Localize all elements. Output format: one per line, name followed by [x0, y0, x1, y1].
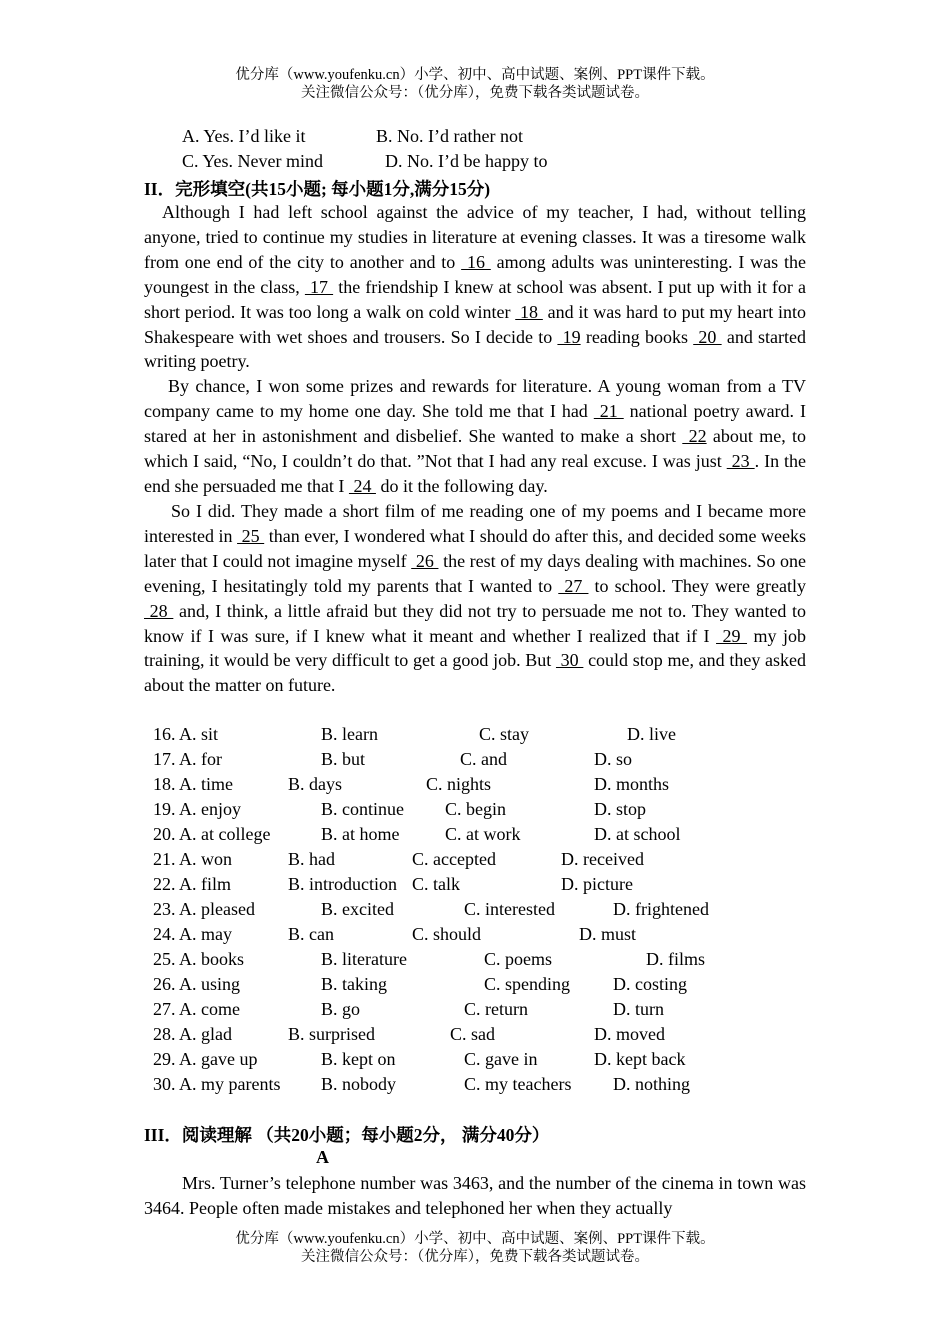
- option-d: D. kept back: [594, 1049, 686, 1069]
- option-c: C. Yes. Never mind: [182, 151, 324, 171]
- footer-line-1: 优分库（www.youfenku.cn）小学、初中、高中试题、案例、PPT课件下载。: [235, 1231, 715, 1247]
- option-a: 30. A. my parents: [153, 1074, 281, 1094]
- option-d: D. received: [561, 849, 644, 869]
- paragraph-text: national poetry award. I stared at her in astonishment and disbelief. She wanted to make a short: [144, 400, 807, 446]
- paragraph-text: and started writing poetry.: [144, 326, 806, 372]
- option-b: B. days: [288, 774, 342, 794]
- option-a: 18. A. time: [153, 774, 233, 794]
- option-d: D. at school: [594, 824, 681, 844]
- blank-28: 28: [144, 600, 174, 621]
- paragraph-text: reading books: [580, 326, 694, 347]
- option-b: B. No. I’d rather not: [376, 126, 523, 146]
- option-d: D. live: [627, 724, 676, 744]
- option-d: D. so: [594, 749, 633, 769]
- option-b: B. excited: [321, 899, 394, 919]
- option-b: B. surprised: [288, 1024, 375, 1044]
- blank-27: 27: [558, 575, 589, 596]
- option-d: D. No. I’d be happy to: [385, 151, 548, 171]
- blank-19: 19: [557, 326, 581, 347]
- blank-26: 26: [411, 550, 439, 571]
- option-d: D. moved: [594, 1024, 665, 1044]
- blank-29: 29: [716, 625, 748, 646]
- option-a: 29. A. gave up: [153, 1049, 258, 1069]
- paragraph-text: By chance, I won some prizes and rewards for literature. A young woman from a TV company came to my home one day. She told me that I had: [144, 376, 806, 421]
- option-a: 21. A. won: [153, 849, 233, 869]
- option-a: 17. A. for: [153, 749, 222, 769]
- option-b: B. can: [288, 924, 334, 944]
- option-b: B. taking: [321, 974, 387, 994]
- option-a: 22. A. film: [153, 874, 232, 894]
- option-b: B. continue: [321, 799, 404, 819]
- cloze-paragraph-2: [144, 374, 806, 499]
- option-d: D. must: [579, 924, 637, 944]
- paragraph-text: and it was hard to put my heart into Shakespeare with wet shoes and trousers. So I decide to: [144, 301, 806, 347]
- option-c: C. gave in: [464, 1049, 538, 1069]
- option-a: 26. A. using: [153, 974, 241, 994]
- option-c: C. talk: [412, 874, 460, 894]
- option-c: C. stay: [479, 724, 530, 744]
- option-b: B. at home: [321, 824, 400, 844]
- option-d: D. turn: [613, 999, 664, 1019]
- blank-21: 21: [593, 400, 624, 421]
- option-a: 27. A. come: [153, 999, 240, 1019]
- blank-24: 24: [348, 475, 376, 496]
- blank-23: 23: [726, 450, 755, 471]
- option-a: 20. A. at college: [153, 824, 271, 844]
- paragraph-text: than ever, I wondered what I should do after this, and decided some weeks later that I could not imagine myself: [144, 525, 806, 571]
- blank-25: 25: [237, 525, 265, 546]
- option-c: C. spending: [484, 974, 571, 994]
- paragraph-text: to school. They were greatly: [588, 575, 807, 596]
- reading-passage-a: Mrs. Turner’s telephone number was 3463, and the number of the cinema in town was 3464. People often made mistakes and telephoned her when they actually: [144, 1173, 806, 1218]
- option-b: B. literature: [321, 949, 407, 969]
- option-a: 16. A. sit: [153, 724, 219, 744]
- option-c: C. interested: [464, 899, 555, 919]
- blank-22: 22: [682, 425, 707, 446]
- option-d: D. picture: [561, 874, 633, 894]
- option-c: C. nights: [426, 774, 492, 794]
- option-b: B. but: [321, 749, 366, 769]
- header-line-2: 关注微信公众号：（优分库），免费下载各类试题试卷。: [301, 85, 649, 101]
- paragraph-text: Although I had left school against the advice of my teacher, I had, without telling anyone, tried to continue my studies in literature at evening classes. It was a tiresome walk from one end of the city to another and to: [144, 202, 806, 272]
- blank-18: 18: [515, 301, 543, 322]
- option-d: D. costing: [613, 974, 687, 994]
- option-a: A. Yes. I’d like it: [182, 126, 306, 146]
- option-b: B. go: [321, 999, 361, 1019]
- option-a: 19. A. enjoy: [153, 799, 241, 819]
- passage-label: A: [316, 1147, 329, 1167]
- blank-20: 20: [693, 326, 722, 347]
- option-c: C. should: [412, 924, 482, 944]
- paragraph-text: about me, to which I said, “No, I couldn’t do that. ”Not that I had any real excuse. I was just: [144, 425, 806, 471]
- option-c: C. return: [464, 999, 528, 1019]
- option-b: B. nobody: [321, 1074, 397, 1094]
- footer-line-2: 关注微信公众号：（优分库），免费下载各类试题试卷。: [301, 1249, 649, 1265]
- option-a: 24. A. may: [153, 924, 232, 944]
- paragraph-text: do it the following day.: [375, 475, 548, 496]
- option-c: C. sad: [450, 1024, 495, 1044]
- paragraph-text: the rest of my days dealing with machines. So one evening, I hesitatingly told my parents that I wanted to: [144, 550, 806, 596]
- option-b: B. had: [288, 849, 335, 869]
- section-3-title: III．阅读理解 （共20小题；每小题2分， 满分40分）: [144, 1125, 550, 1145]
- option-b: B. introduction: [288, 874, 397, 894]
- cloze-paragraph-3: [144, 499, 806, 698]
- header-line-1: 优分库（www.youfenku.cn）小学、初中、高中试题、案例、PPT课件下载。: [235, 67, 715, 83]
- paragraph-text: the friendship I knew at school was absent. I put up with it for a short period. It was too long a walk on cold winter: [144, 276, 806, 322]
- option-c: C. and: [460, 749, 507, 769]
- option-b: B. kept on: [321, 1049, 396, 1069]
- option-a: 25. A. books: [153, 949, 245, 969]
- option-d: D. nothing: [613, 1074, 691, 1094]
- option-c: C. poems: [484, 949, 553, 969]
- option-a: 23. A. pleased: [153, 899, 255, 919]
- paragraph-text: . In the end she persuaded me that I: [144, 450, 807, 496]
- option-c: C. accepted: [412, 849, 496, 869]
- paragraph-text: among adults was uninteresting. I was the youngest in the class,: [144, 251, 806, 297]
- option-d: D. frightened: [613, 899, 709, 919]
- paragraph-text: So I did. They made a short film of me reading one of my poems and I became more interested in: [144, 501, 806, 546]
- page-header: [0, 66, 950, 102]
- option-d: D. months: [594, 774, 670, 794]
- option-a: 28. A. glad: [153, 1024, 232, 1044]
- blank-17: 17: [304, 276, 334, 297]
- blank-16: 16: [461, 251, 491, 272]
- option-b: B. learn: [321, 724, 378, 744]
- option-c: C. at work: [445, 824, 521, 844]
- paragraph-text: could stop me, and they asked about the matter on future.: [144, 650, 807, 696]
- paragraph-text: and, I think, a little afraid but they did not try to persuade me not to. They wanted to know if I was sure, if I knew what it meant and whether I realized that if I: [144, 600, 807, 646]
- option-c: C. begin: [445, 799, 506, 819]
- page-footer: [0, 1230, 950, 1266]
- paragraph-text: my job training, it would be very difficult to get a good job. But: [144, 625, 807, 671]
- option-c: C. my teachers: [464, 1074, 572, 1094]
- option-d: D. stop: [594, 799, 647, 819]
- blank-30: 30: [555, 650, 584, 671]
- cloze-paragraph-1: [144, 200, 806, 374]
- option-d: D. films: [646, 949, 706, 969]
- section-2-title: II．完形填空(共15小题; 每小题1分,满分15分): [144, 179, 491, 199]
